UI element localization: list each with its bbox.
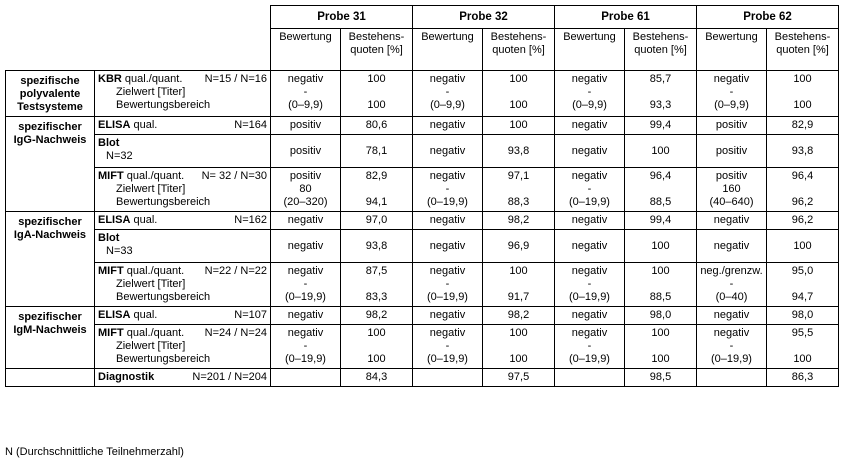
cell: 99,4 — [625, 212, 697, 230]
col-bestehensquoten: Bestehens- quoten [%] — [767, 29, 839, 71]
cell: 98,2 — [483, 307, 555, 325]
cell: 100 — [625, 135, 697, 168]
col-bestehensquoten: Bestehens- quoten [%] — [625, 29, 697, 71]
kbr-p61-quote: 85,7 93,3 — [625, 71, 697, 117]
cell: 98,5 — [625, 369, 697, 387]
kbr-p32-bewertung: negativ - (0–9,9) — [413, 71, 483, 117]
cell: positiv — [697, 135, 767, 168]
method-igg-elisa: ELISA qual. N=164 — [95, 117, 271, 135]
cell: negativ — [697, 212, 767, 230]
iga-mift-p31-quote: 87,5 83,3 — [341, 263, 413, 307]
col-bewertung: Bewertung — [413, 29, 483, 71]
igg-mift-p31-bewertung: positiv 80 (20–320) — [271, 168, 341, 212]
col-bestehensquoten: Bestehens- quoten [%] — [483, 29, 555, 71]
igm-mift-p31-bewertung: negativ - (0–19,9) — [271, 325, 341, 369]
cell: 98,2 — [483, 212, 555, 230]
group-igm: spezifischer IgM-Nachweis — [6, 307, 95, 369]
cell: 98,2 — [341, 307, 413, 325]
cell: 97,0 — [341, 212, 413, 230]
col-bewertung: Bewertung — [697, 29, 767, 71]
iga-mift-p62-quote: 95,0 94,7 — [767, 263, 839, 307]
igm-mift-p61-bewertung: negativ - (0–19,9) — [555, 325, 625, 369]
table-row-diagnostik — [6, 369, 839, 387]
method-iga-elisa: ELISA qual. N=162 — [95, 212, 271, 230]
group-iga: spezifischer IgA-Nachweis — [6, 212, 95, 307]
cell: 93,8 — [767, 135, 839, 168]
kbr-p62-quote: 100 100 — [767, 71, 839, 117]
method-diagnostik: Diagnostik N=201 / N=204 — [95, 369, 271, 387]
table-row-iga-elisa — [6, 212, 839, 230]
cell: 82,9 — [767, 117, 839, 135]
cell: negativ — [413, 212, 483, 230]
cell: 98,0 — [625, 307, 697, 325]
kbr-p61-bewertung: negativ - (0–9,9) — [555, 71, 625, 117]
cell: positiv — [697, 117, 767, 135]
cell: 100 — [767, 230, 839, 263]
col-bewertung: Bewertung — [555, 29, 625, 71]
cell: 78,1 — [341, 135, 413, 168]
cell: negativ — [555, 307, 625, 325]
method-igm-elisa: ELISA qual. N=107 — [95, 307, 271, 325]
igm-mift-p32-bewertung: negativ - (0–19,9) — [413, 325, 483, 369]
cell: positiv — [271, 117, 341, 135]
method-igg-mift: MIFT qual./quant. N= 32 / N=30 Zielwert [Titer] Bewertungsbereich — [95, 168, 271, 212]
igg-mift-p31-quote: 82,9 94,1 — [341, 168, 413, 212]
probe-31-header: Probe 31 — [271, 6, 413, 29]
iga-mift-p61-quote: 100 88,5 — [625, 263, 697, 307]
cell: negativ — [555, 230, 625, 263]
col-bewertung: Bewertung — [271, 29, 341, 71]
method-igm-mift: MIFT qual./quant. N=24 / N=24 Zielwert [Titer] Bewertungsbereich — [95, 325, 271, 369]
cell: negativ — [697, 230, 767, 263]
iga-mift-p31-bewertung: negativ - (0–19,9) — [271, 263, 341, 307]
method-igg-blot: Blot N=32 — [95, 135, 271, 168]
kbr-p31-bewertung: negativ - (0–9,9) — [271, 71, 341, 117]
cell: 98,0 — [767, 307, 839, 325]
igg-mift-p62-bewertung: positiv 160 (40–640) — [697, 168, 767, 212]
probe-32-header: Probe 32 — [413, 6, 555, 29]
cell: 93,8 — [483, 135, 555, 168]
cell: positiv — [271, 135, 341, 168]
igm-mift-p62-bewertung: negativ - (0–19,9) — [697, 325, 767, 369]
iga-mift-p62-bewertung: neg./grenzw. - (0–40) — [697, 263, 767, 307]
group-igg: spezifischer IgG-Nachweis — [6, 117, 95, 212]
igg-mift-p32-bewertung: negativ - (0–19,9) — [413, 168, 483, 212]
igg-mift-p61-quote: 96,4 88,5 — [625, 168, 697, 212]
cell: negativ — [413, 307, 483, 325]
probe-62-header: Probe 62 — [697, 6, 839, 29]
cell: negativ — [555, 212, 625, 230]
table-row-iga-mift — [6, 263, 839, 307]
igm-mift-p32-quote: 100 100 — [483, 325, 555, 369]
kbr-p62-bewertung: negativ - (0–9,9) — [697, 71, 767, 117]
cell: negativ — [271, 230, 341, 263]
probe-61-header: Probe 61 — [555, 6, 697, 29]
table-row-iga-blot — [6, 230, 839, 263]
igm-mift-p31-quote: 100 100 — [341, 325, 413, 369]
cell: 96,2 — [767, 212, 839, 230]
cell: 84,3 — [341, 369, 413, 387]
iga-mift-p32-quote: 100 91,7 — [483, 263, 555, 307]
igm-mift-p62-quote: 95,5 100 — [767, 325, 839, 369]
method-iga-blot: Blot N=33 — [95, 230, 271, 263]
method-kbr: KBR qual./quant. N=15 / N=16 Zielwert [Titer] Bewertungsbereich — [95, 71, 271, 117]
table-row-igg-blot — [6, 135, 839, 168]
col-bestehensquoten: Bestehens- quoten [%] — [341, 29, 413, 71]
cell: 100 — [625, 230, 697, 263]
cell: 86,3 — [767, 369, 839, 387]
group-polyvalent: spezifische polyvalente Testsysteme — [6, 71, 95, 117]
kbr-p32-quote: 100 100 — [483, 71, 555, 117]
igg-mift-p62-quote: 96,4 96,2 — [767, 168, 839, 212]
cell: 97,5 — [483, 369, 555, 387]
cell: negativ — [413, 230, 483, 263]
cell: negativ — [413, 117, 483, 135]
table-row-igm-mift — [6, 325, 839, 369]
table-row-kbr — [6, 71, 839, 117]
cell: 93,8 — [341, 230, 413, 263]
cell: 100 — [483, 117, 555, 135]
cell: negativ — [413, 135, 483, 168]
iga-mift-p61-bewertung: negativ - (0–19,9) — [555, 263, 625, 307]
cell: 99,4 — [625, 117, 697, 135]
cell: negativ — [555, 135, 625, 168]
results-table — [5, 5, 839, 387]
probe-header-row — [6, 6, 839, 29]
cell: negativ — [271, 307, 341, 325]
cell: negativ — [697, 307, 767, 325]
cell: negativ — [271, 212, 341, 230]
table-row-igg-elisa — [6, 117, 839, 135]
igm-mift-p61-quote: 100 100 — [625, 325, 697, 369]
table-row-igm-elisa — [6, 307, 839, 325]
method-iga-mift: MIFT qual./quant. N=22 / N=22 Zielwert [Titer] Bewertungsbereich — [95, 263, 271, 307]
igg-mift-p61-bewertung: negativ - (0–19,9) — [555, 168, 625, 212]
kbr-p31-quote: 100 100 — [341, 71, 413, 117]
cell: negativ — [555, 117, 625, 135]
cell: 96,9 — [483, 230, 555, 263]
igg-mift-p32-quote: 97,1 88,3 — [483, 168, 555, 212]
iga-mift-p32-bewertung: negativ - (0–19,9) — [413, 263, 483, 307]
footnote: N (Durchschnittliche Teilnehmerzahl) — [5, 446, 184, 458]
table-row-igg-mift — [6, 168, 839, 212]
cell: 80,6 — [341, 117, 413, 135]
